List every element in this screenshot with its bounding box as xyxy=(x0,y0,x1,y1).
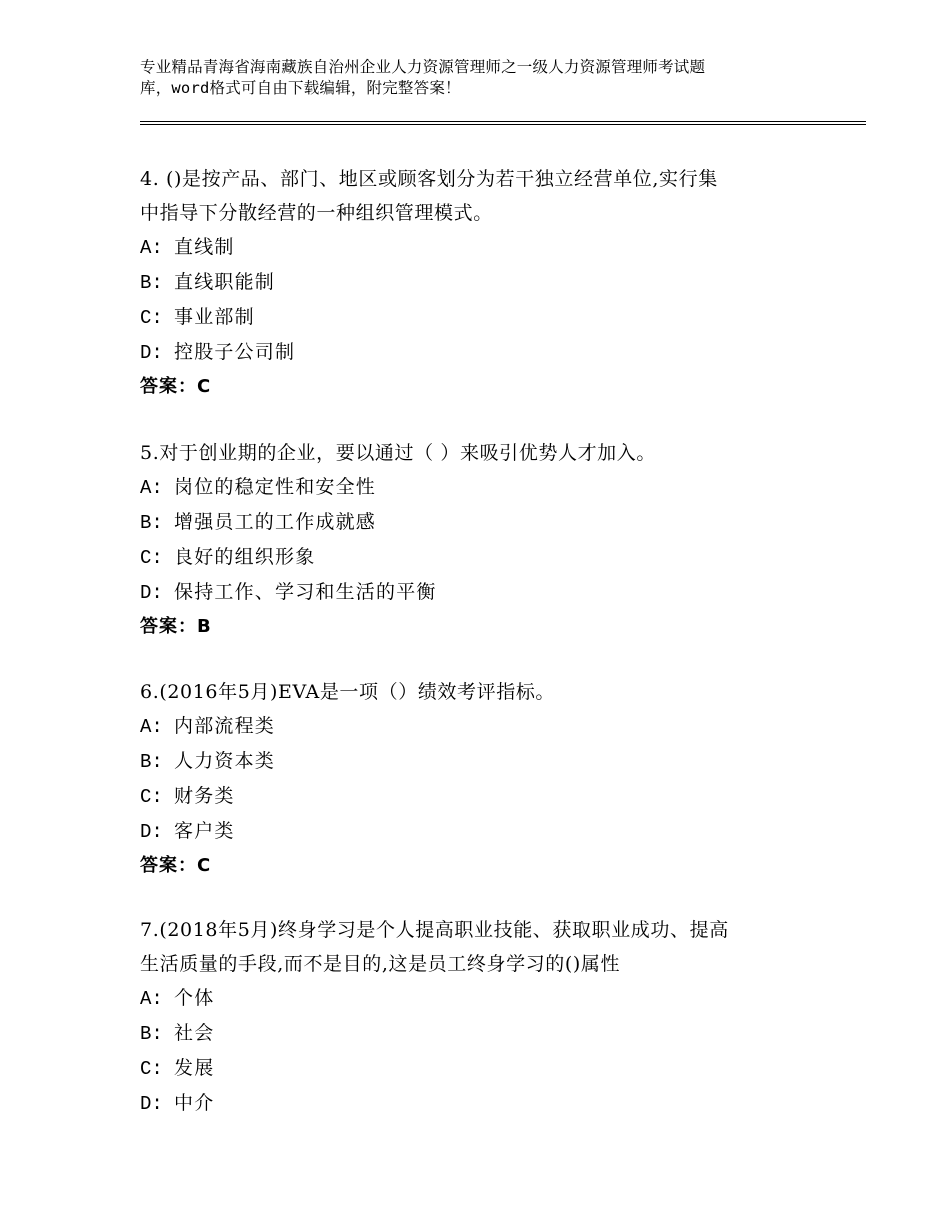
option-a xyxy=(140,230,840,265)
question-stem-line: 中指导下分散经营的一种组织管理模式。 xyxy=(140,202,493,224)
option-text: 直线制 xyxy=(174,236,235,258)
option-text: 内部流程类 xyxy=(174,715,276,737)
option-letter: C: xyxy=(140,786,163,808)
option-letter: C: xyxy=(140,547,163,569)
option-d xyxy=(140,1086,840,1121)
option-letter: B: xyxy=(140,272,163,294)
option-text: 增强员工的工作成就感 xyxy=(174,511,377,533)
option-text: 个体 xyxy=(174,987,215,1009)
header-divider-bottom xyxy=(140,124,866,125)
answer-label: 答案：C xyxy=(140,855,212,876)
answer-label: 答案：B xyxy=(140,616,212,637)
option-b xyxy=(140,1016,840,1051)
option-letter: A: xyxy=(140,237,163,259)
option-letter: A: xyxy=(140,988,163,1010)
option-letter: A: xyxy=(140,477,163,499)
option-letter: D: xyxy=(140,1093,163,1115)
option-text: 控股子公司制 xyxy=(174,341,296,363)
option-b xyxy=(140,505,840,540)
header-title-line-1: 专业精品青海省海南藏族自治州企业人力资源管理师之一级人力资源管理师考试题 xyxy=(140,58,706,76)
option-d xyxy=(140,575,840,610)
option-letter: B: xyxy=(140,751,163,773)
option-text: 客户类 xyxy=(174,820,235,842)
question-stem-line: 5.对于创业期的企业，要以通过（ ）来吸引优势人才加入。 xyxy=(140,442,656,464)
option-c xyxy=(140,300,840,335)
answer-label: 答案：C xyxy=(140,376,212,397)
option-c xyxy=(140,779,840,814)
question-7 xyxy=(140,913,840,1121)
document-header xyxy=(140,57,830,99)
option-letter: D: xyxy=(140,821,163,843)
option-letter: C: xyxy=(140,1058,163,1080)
option-c xyxy=(140,540,840,575)
option-letter: D: xyxy=(140,582,163,604)
option-letter: A: xyxy=(140,716,163,738)
option-b xyxy=(140,265,840,300)
header-divider-top xyxy=(140,121,866,122)
option-text: 中介 xyxy=(174,1092,215,1114)
option-letter: D: xyxy=(140,342,163,364)
question-stem-line: 4. ()是按产品、部门、地区或顾客划分为若干独立经营单位,实行集 xyxy=(140,168,718,190)
question-6 xyxy=(140,675,840,883)
option-text: 保持工作、学习和生活的平衡 xyxy=(174,581,437,603)
question-stem-line: 7.(2018年5月)终身学习是个人提高职业技能、获取职业成功、提高 xyxy=(140,919,729,941)
option-a xyxy=(140,709,840,744)
question-4 xyxy=(140,162,840,404)
option-text: 良好的组织形象 xyxy=(174,546,316,568)
option-text: 社会 xyxy=(174,1022,215,1044)
question-5 xyxy=(140,436,840,644)
question-stem-line: 生活质量的手段,而不是目的,这是员工终身学习的()属性 xyxy=(140,953,621,975)
option-a xyxy=(140,470,840,505)
option-letter: C: xyxy=(140,307,163,329)
option-text: 财务类 xyxy=(174,785,235,807)
option-c xyxy=(140,1051,840,1086)
option-letter: B: xyxy=(140,1023,163,1045)
option-text: 直线职能制 xyxy=(174,271,276,293)
option-d xyxy=(140,814,840,849)
question-stem-line: 6.(2016年5月)EVA是一项（）绩效考评指标。 xyxy=(140,681,556,703)
option-text: 事业部制 xyxy=(174,306,255,328)
option-a xyxy=(140,981,840,1016)
option-d xyxy=(140,335,840,370)
option-b xyxy=(140,744,840,779)
option-text: 发展 xyxy=(174,1057,215,1079)
option-letter: B: xyxy=(140,512,163,534)
option-text: 岗位的稳定性和安全性 xyxy=(174,476,377,498)
header-title-line-2: 库，word格式可自由下载编辑，附完整答案！ xyxy=(140,79,461,97)
option-text: 人力资本类 xyxy=(174,750,276,772)
